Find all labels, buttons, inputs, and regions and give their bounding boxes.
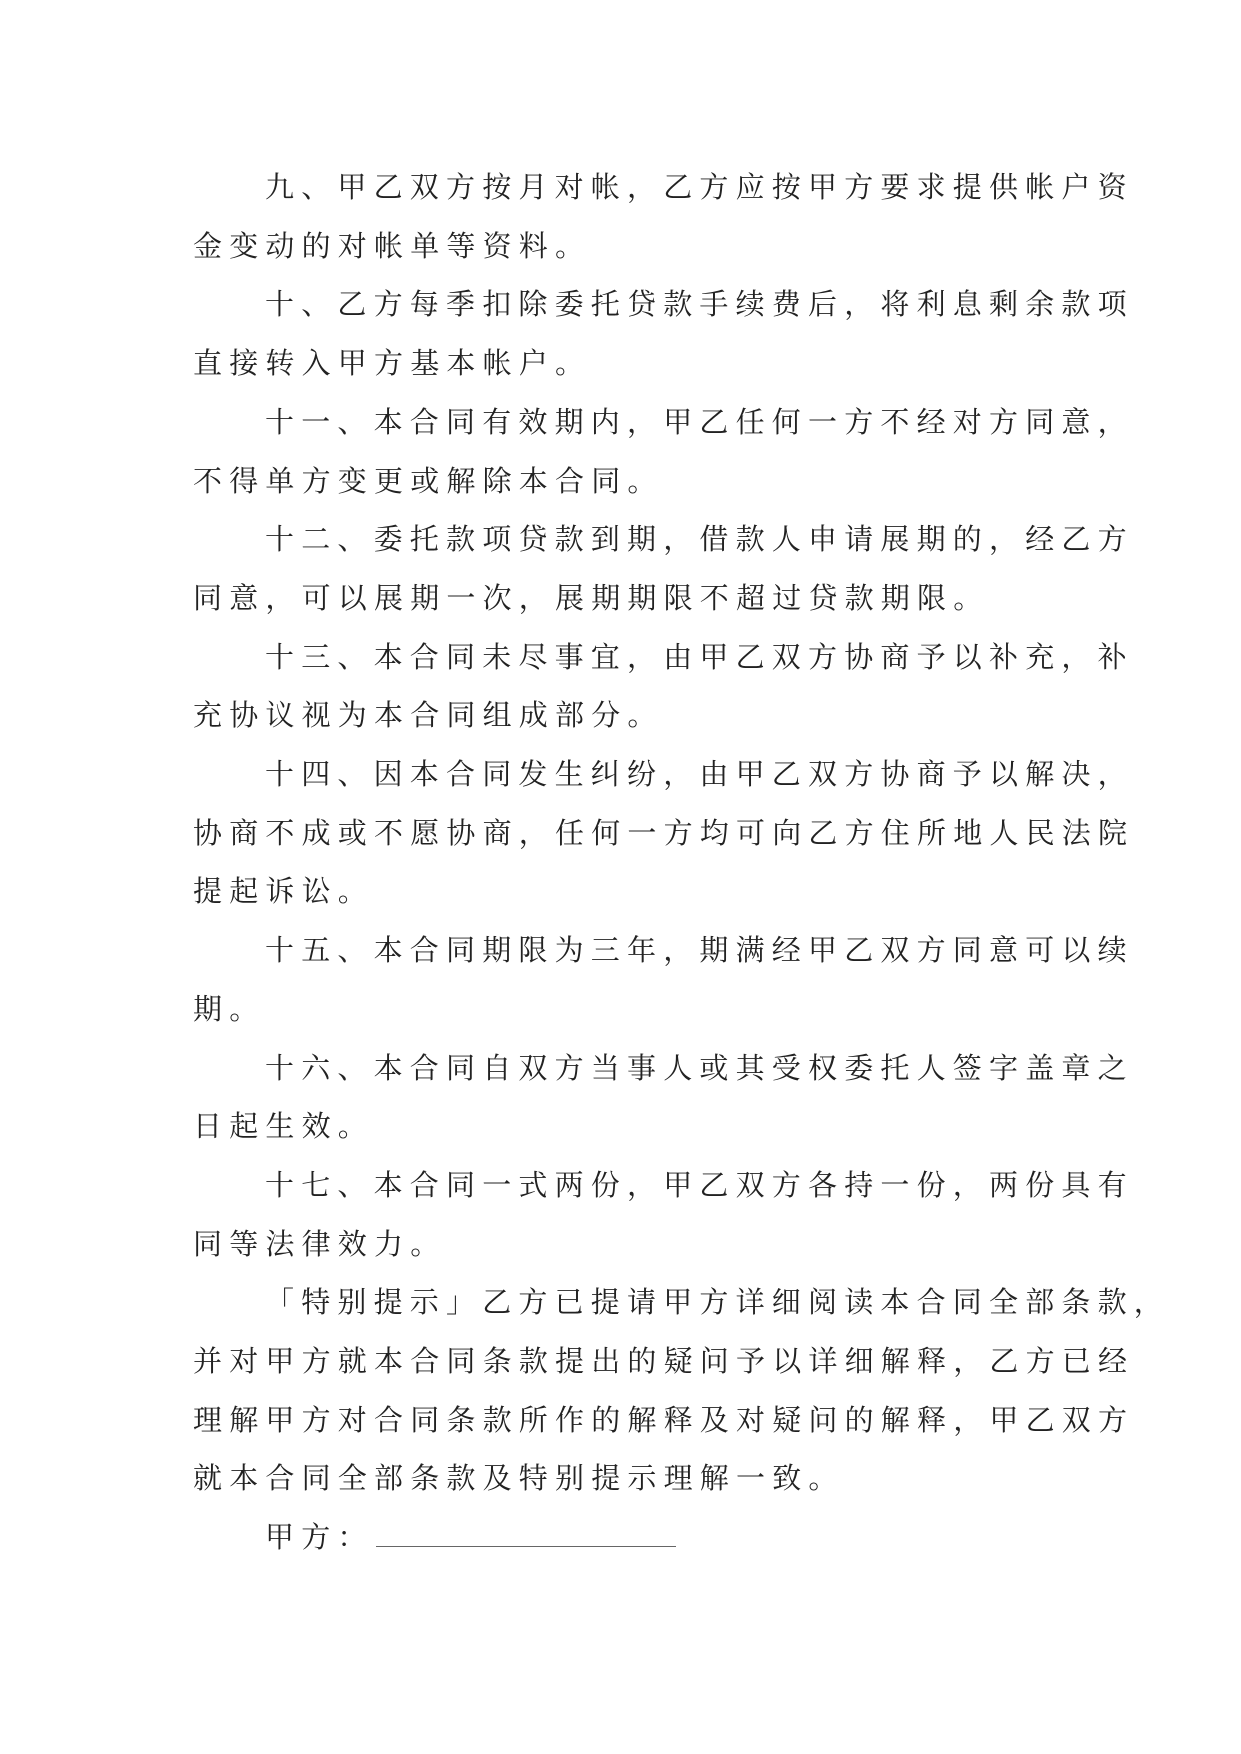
clause-line: 并对甲方就本合同条款提出的疑问予以详细解释，乙方已经 [193,1344,1135,1379]
clause-17 [193,1156,1134,1273]
clause-line: 充协议视为本合同组成部分。 [193,698,664,733]
clause-line: 期。 [193,991,266,1026]
clause-line: 十、乙方每季扣除委托贷款手续费后，将利息剩余款项 [265,287,1134,322]
clause-line: 九、甲乙双方按月对帐，乙方应按甲方要求提供帐户资 [265,170,1134,204]
clause-line: 日起生效。 [193,1109,375,1144]
clause-line: 十六、本合同自双方当事人或其受权委托人签字盖章之 [265,1050,1134,1085]
clause-line: 就本合同全部条款及特别提示理解一致。 [193,1461,845,1496]
clause-line: 协商不成或不愿协商，任何一方均可向乙方住所地人民法院 [193,815,1135,850]
document-body [193,158,1171,1567]
clause-line: 同等法律效力。 [193,1226,447,1261]
clause-line: 提起诉讼。 [193,874,375,909]
clause-16 [193,1039,1134,1156]
clause-line: 直接转入甲方基本帐户。 [193,346,592,381]
clause-line: 金变动的对帐单等资料。 [193,228,592,263]
clause-line: 十二、委托款项贷款到期，借款人申请展期的，经乙方 [265,522,1134,557]
party-a-signature-row [193,1508,1055,1567]
clause-line: 不得单方变更或解除本合同。 [193,463,664,498]
clause-line: 理解甲方对合同条款所作的解释及对疑问的解释，甲乙双方 [193,1402,1135,1437]
clause-line: 十七、本合同一式两份，甲乙双方各持一份，两份具有 [265,1167,1134,1202]
clause-15 [193,921,1134,1038]
clause-line: 十五、本合同期限为三年，期满经甲乙双方同意可以续 [265,933,1134,968]
clause-line: 十四、因本合同发生纠纷，由甲乙双方协商予以解决， [265,757,1134,792]
clause-10 [193,275,1134,392]
clause-12 [193,510,1134,627]
party-a-label: 甲方： [265,1520,374,1555]
clause-14 [193,745,1135,921]
clause-11 [193,393,1134,510]
clause-line: 同意，可以展期一次，展期期限不超过贷款期限。 [193,580,990,615]
party-a-signature-line [376,1545,676,1547]
clause-13 [193,628,1134,745]
clause-line: 十三、本合同未尽事宜，由甲乙双方协商予以补充，补 [265,639,1134,674]
clause-line: 「特别提示」乙方已提请甲方详细阅读本合同全部条款， [265,1285,1171,1320]
clause-9 [193,158,1134,275]
clause-line: 十一、本合同有效期内，甲乙任何一方不经对方同意， [265,404,1134,439]
special-notice [193,1273,1171,1508]
